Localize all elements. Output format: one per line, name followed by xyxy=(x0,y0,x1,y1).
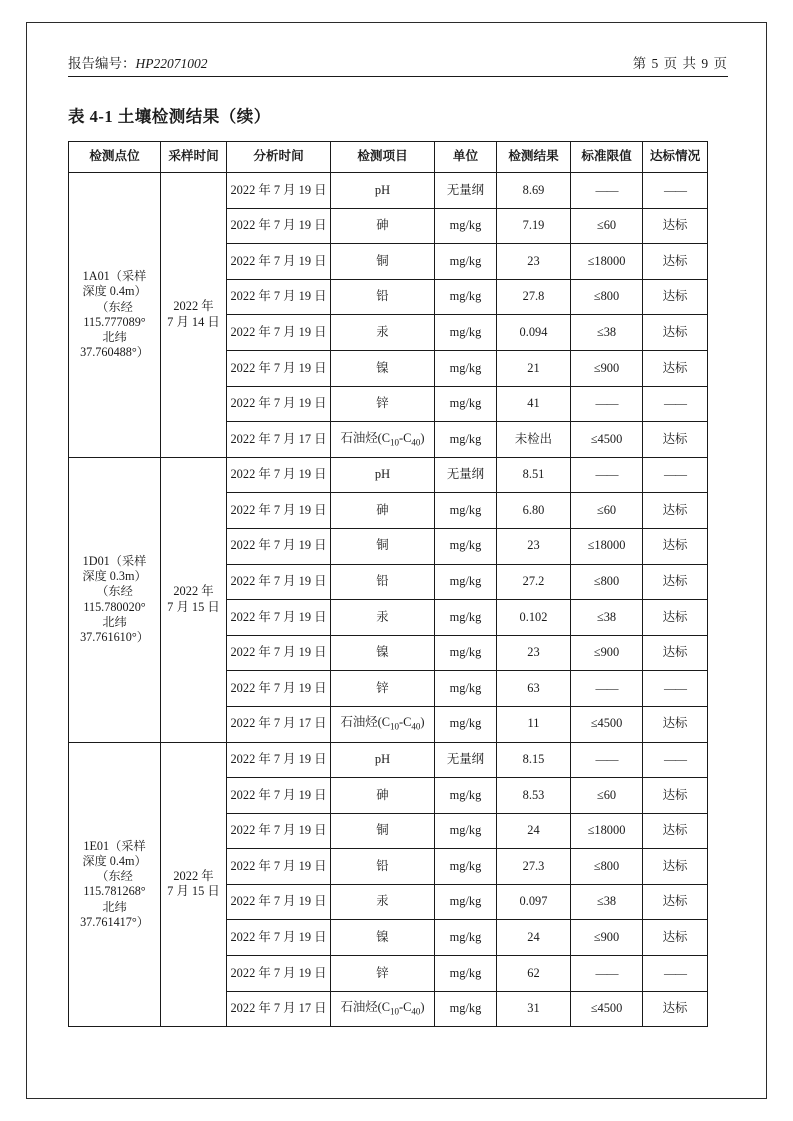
report-number xyxy=(68,52,208,72)
cell-analysis-time: 2022 年 7 月 19 日 xyxy=(227,350,331,386)
cell-item: 石油烃$(C_{10}-C_{40})$ xyxy=(331,991,435,1027)
cell-result: 23 xyxy=(497,244,571,280)
cell-unit: mg/kg xyxy=(435,849,497,885)
cell-limit: ≤4500 xyxy=(571,422,643,458)
cell-result: 31 xyxy=(497,991,571,1027)
cell-status: —— xyxy=(643,742,708,778)
soil-test-results-table xyxy=(68,141,708,1027)
cell-analysis-time: 2022 年 7 月 19 日 xyxy=(227,244,331,280)
cell-item: pH xyxy=(331,173,435,209)
cell-limit: —— xyxy=(571,956,643,992)
cell-result: 0.094 xyxy=(497,315,571,351)
cell-analysis-time: 2022 年 7 月 19 日 xyxy=(227,813,331,849)
report-number-value: HP22071002 xyxy=(135,56,208,71)
cell-analysis-time: 2022 年 7 月 17 日 xyxy=(227,706,331,742)
cell-analysis-time: 2022 年 7 月 19 日 xyxy=(227,173,331,209)
column-header-site: 检测点位 xyxy=(69,142,161,173)
cell-item: 锌 xyxy=(331,671,435,707)
cell-unit: mg/kg xyxy=(435,600,497,636)
cell-limit: ≤900 xyxy=(571,920,643,956)
cell-result: 0.102 xyxy=(497,600,571,636)
report-number-label: 报告编号： xyxy=(68,56,136,71)
column-header-status: 达标情况 xyxy=(643,142,708,173)
cell-limit: —— xyxy=(571,671,643,707)
cell-status: 达标 xyxy=(643,244,708,280)
cell-unit: mg/kg xyxy=(435,386,497,422)
cell-result: 27.2 xyxy=(497,564,571,600)
cell-result: 62 xyxy=(497,956,571,992)
cell-result: 8.51 xyxy=(497,457,571,493)
cell-result: 23 xyxy=(497,635,571,671)
cell-sample-time: 2022 年 7 月 15 日 xyxy=(161,457,227,742)
cell-status: 达标 xyxy=(643,528,708,564)
cell-status: 达标 xyxy=(643,315,708,351)
cell-analysis-time: 2022 年 7 月 19 日 xyxy=(227,386,331,422)
cell-analysis-time: 2022 年 7 月 19 日 xyxy=(227,315,331,351)
cell-unit: mg/kg xyxy=(435,991,497,1027)
cell-analysis-time: 2022 年 7 月 19 日 xyxy=(227,528,331,564)
cell-limit: —— xyxy=(571,173,643,209)
cell-item: 铅 xyxy=(331,849,435,885)
cell-result: 23 xyxy=(497,528,571,564)
cell-status: 达标 xyxy=(643,635,708,671)
cell-status: 达标 xyxy=(643,991,708,1027)
cell-analysis-time: 2022 年 7 月 19 日 xyxy=(227,564,331,600)
cell-result: 27.8 xyxy=(497,279,571,315)
cell-status: 达标 xyxy=(643,884,708,920)
cell-unit: mg/kg xyxy=(435,279,497,315)
cell-limit: ≤800 xyxy=(571,279,643,315)
cell-limit: ≤18000 xyxy=(571,244,643,280)
cell-analysis-time: 2022 年 7 月 19 日 xyxy=(227,849,331,885)
cell-unit: mg/kg xyxy=(435,350,497,386)
cell-unit: mg/kg xyxy=(435,706,497,742)
cell-item: 石油烃$(C_{10}-C_{40})$ xyxy=(331,706,435,742)
cell-item: 石油烃$(C_{10}-C_{40})$ xyxy=(331,422,435,458)
page-title: 表 4-1 土壤检测结果（续） xyxy=(68,107,271,126)
cell-limit: ≤800 xyxy=(571,564,643,600)
cell-status: 达标 xyxy=(643,493,708,529)
cell-result: 6.80 xyxy=(497,493,571,529)
cell-status: 达标 xyxy=(643,920,708,956)
cell-item: 铅 xyxy=(331,564,435,600)
cell-result: 未检出 xyxy=(497,422,571,458)
table-row xyxy=(69,457,708,493)
cell-limit: ≤900 xyxy=(571,350,643,386)
cell-result: 24 xyxy=(497,920,571,956)
table-header-row xyxy=(69,142,708,173)
cell-unit: 无量纲 xyxy=(435,173,497,209)
cell-status: —— xyxy=(643,956,708,992)
cell-analysis-time: 2022 年 7 月 19 日 xyxy=(227,635,331,671)
cell-status: 达标 xyxy=(643,564,708,600)
cell-result: 7.19 xyxy=(497,208,571,244)
cell-analysis-time: 2022 年 7 月 19 日 xyxy=(227,778,331,814)
cell-item: 铜 xyxy=(331,813,435,849)
cell-limit: ≤900 xyxy=(571,635,643,671)
cell-status: —— xyxy=(643,457,708,493)
cell-result: 41 xyxy=(497,386,571,422)
cell-unit: 无量纲 xyxy=(435,742,497,778)
cell-unit: mg/kg xyxy=(435,884,497,920)
cell-unit: mg/kg xyxy=(435,422,497,458)
cell-analysis-time: 2022 年 7 月 19 日 xyxy=(227,600,331,636)
cell-status: 达标 xyxy=(643,706,708,742)
page-header xyxy=(68,52,728,77)
cell-item: 砷 xyxy=(331,778,435,814)
cell-status: 达标 xyxy=(643,813,708,849)
cell-item: 汞 xyxy=(331,315,435,351)
cell-limit: —— xyxy=(571,457,643,493)
cell-item: pH xyxy=(331,457,435,493)
cell-analysis-time: 2022 年 7 月 19 日 xyxy=(227,208,331,244)
cell-sample-time: 2022 年 7 月 14 日 xyxy=(161,173,227,458)
cell-limit: ≤60 xyxy=(571,778,643,814)
column-header-limit: 标准限值 xyxy=(571,142,643,173)
cell-limit: ≤60 xyxy=(571,493,643,529)
cell-analysis-time: 2022 年 7 月 19 日 xyxy=(227,457,331,493)
cell-result: 8.15 xyxy=(497,742,571,778)
cell-analysis-time: 2022 年 7 月 17 日 xyxy=(227,422,331,458)
cell-analysis-time: 2022 年 7 月 19 日 xyxy=(227,279,331,315)
cell-item: pH xyxy=(331,742,435,778)
cell-status: 达标 xyxy=(643,849,708,885)
cell-item: 砷 xyxy=(331,493,435,529)
cell-limit: ≤800 xyxy=(571,849,643,885)
table-row xyxy=(69,173,708,209)
cell-unit: mg/kg xyxy=(435,920,497,956)
cell-result: 0.097 xyxy=(497,884,571,920)
cell-result: 8.69 xyxy=(497,173,571,209)
cell-unit: mg/kg xyxy=(435,564,497,600)
cell-status: —— xyxy=(643,173,708,209)
cell-item: 镍 xyxy=(331,635,435,671)
cell-status: —— xyxy=(643,671,708,707)
cell-limit: ≤38 xyxy=(571,884,643,920)
cell-result: 27.3 xyxy=(497,849,571,885)
cell-limit: ≤18000 xyxy=(571,813,643,849)
cell-analysis-time: 2022 年 7 月 19 日 xyxy=(227,920,331,956)
cell-analysis-time: 2022 年 7 月 19 日 xyxy=(227,884,331,920)
cell-result: 63 xyxy=(497,671,571,707)
table-header xyxy=(69,142,708,173)
cell-item: 铜 xyxy=(331,528,435,564)
cell-result: 8.53 xyxy=(497,778,571,814)
cell-result: 11 xyxy=(497,706,571,742)
cell-limit: —— xyxy=(571,386,643,422)
cell-item: 铅 xyxy=(331,279,435,315)
cell-item: 镍 xyxy=(331,350,435,386)
cell-unit: mg/kg xyxy=(435,315,497,351)
cell-item: 砷 xyxy=(331,208,435,244)
column-header-unit: 单位 xyxy=(435,142,497,173)
cell-item: 锌 xyxy=(331,386,435,422)
cell-limit: ≤4500 xyxy=(571,706,643,742)
cell-unit: mg/kg xyxy=(435,493,497,529)
cell-analysis-time: 2022 年 7 月 19 日 xyxy=(227,742,331,778)
cell-site: 1A01（采样 深度 0.4m） （东经 115.777089° 北纬 37.760488°） xyxy=(69,173,161,458)
cell-status: 达标 xyxy=(643,422,708,458)
page-content xyxy=(68,52,728,1027)
cell-status: 达标 xyxy=(643,778,708,814)
cell-status: 达标 xyxy=(643,208,708,244)
table-body xyxy=(69,173,708,1027)
cell-analysis-time: 2022 年 7 月 17 日 xyxy=(227,991,331,1027)
cell-result: 21 xyxy=(497,350,571,386)
cell-item: 汞 xyxy=(331,600,435,636)
cell-site: 1E01（采样 深度 0.4m） （东经 115.781268° 北纬 37.761417°） xyxy=(69,742,161,1027)
column-header-item: 检测项目 xyxy=(331,142,435,173)
cell-unit: mg/kg xyxy=(435,208,497,244)
cell-limit: ≤38 xyxy=(571,600,643,636)
cell-unit: mg/kg xyxy=(435,956,497,992)
cell-limit: ≤60 xyxy=(571,208,643,244)
cell-item: 镍 xyxy=(331,920,435,956)
cell-item: 汞 xyxy=(331,884,435,920)
cell-limit: ≤38 xyxy=(571,315,643,351)
page-number: 第 5 页 共 9 页 xyxy=(632,56,728,71)
cell-status: 达标 xyxy=(643,600,708,636)
cell-status: —— xyxy=(643,386,708,422)
cell-limit: —— xyxy=(571,742,643,778)
cell-item: 铜 xyxy=(331,244,435,280)
cell-result: 24 xyxy=(497,813,571,849)
cell-unit: mg/kg xyxy=(435,635,497,671)
cell-analysis-time: 2022 年 7 月 19 日 xyxy=(227,956,331,992)
cell-unit: mg/kg xyxy=(435,244,497,280)
cell-limit: ≤18000 xyxy=(571,528,643,564)
cell-unit: mg/kg xyxy=(435,778,497,814)
column-header-analysis-time: 分析时间 xyxy=(227,142,331,173)
cell-analysis-time: 2022 年 7 月 19 日 xyxy=(227,493,331,529)
cell-site: 1D01（采样 深度 0.3m） （东经 115.780020° 北纬 37.761610°） xyxy=(69,457,161,742)
cell-item: 锌 xyxy=(331,956,435,992)
cell-unit: 无量纲 xyxy=(435,457,497,493)
column-header-result: 检测结果 xyxy=(497,142,571,173)
cell-analysis-time: 2022 年 7 月 19 日 xyxy=(227,671,331,707)
cell-sample-time: 2022 年 7 月 15 日 xyxy=(161,742,227,1027)
cell-status: 达标 xyxy=(643,350,708,386)
cell-status: 达标 xyxy=(643,279,708,315)
cell-unit: mg/kg xyxy=(435,813,497,849)
cell-limit: ≤4500 xyxy=(571,991,643,1027)
cell-unit: mg/kg xyxy=(435,671,497,707)
table-row xyxy=(69,742,708,778)
cell-unit: mg/kg xyxy=(435,528,497,564)
column-header-sample-time: 采样时间 xyxy=(161,142,227,173)
